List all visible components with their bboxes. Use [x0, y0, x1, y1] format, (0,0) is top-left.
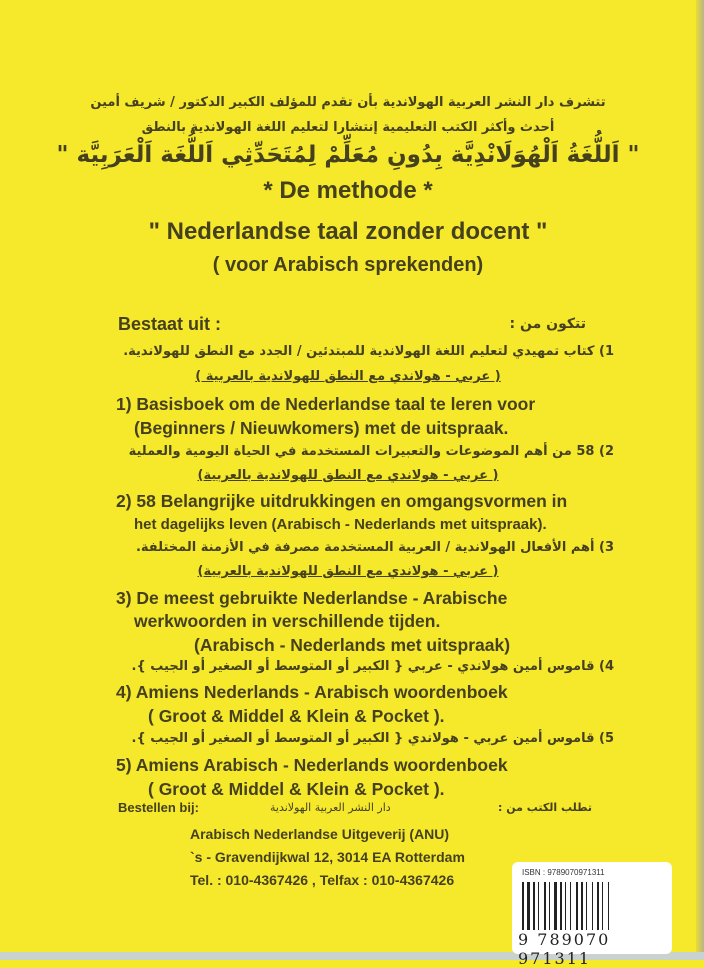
isbn-barcode-sticker [512, 862, 672, 968]
publisher-name: Arabisch Nederlandse Uitgeverij (ANU) [190, 826, 450, 842]
method-heading: * De methode * [263, 177, 433, 204]
barcode-bar [533, 882, 535, 930]
barcode-bar [586, 882, 587, 930]
item-2-nl-line-2: het dagelijks leven (Arabisch - Nederlands met uitspraak). [134, 516, 547, 533]
barcode-bar [522, 882, 524, 930]
intro-line-2: أحدث وأكثر الكتب التعليمية إنتشارا لتعليم اللغة الهولاندية بالنطق [141, 120, 555, 135]
barcode-bar [602, 882, 603, 930]
item-3-nl-line-3: (Arabisch - Nederlands met uitspraak) [194, 635, 511, 655]
barcode-bar [560, 882, 562, 930]
barcode-bar [608, 882, 609, 930]
barcode-bar [551, 882, 553, 930]
publisher-address: `s - Gravendijkwal 12, 3014 EA Rotterdam [190, 849, 465, 865]
order-label-ar: تطلب الكتب من : [497, 801, 592, 814]
barcode-bar [565, 882, 566, 930]
arabic-title: " اَللُّغَةُ اَلْهُوَلَانْدِيَّة بِدُونِ مُعَلِّمْ لِمُتَحَدِّثِي اَللُّغَة اَلْعَرَبِيَّة " [56, 142, 640, 168]
barcode-bar [597, 882, 599, 930]
isbn-number: 9 789070 971311 [518, 930, 611, 968]
barcode-bar [547, 882, 548, 930]
barcode-bar [531, 882, 532, 930]
item-5-nl-line-1: 5) Amiens Arabisch - Nederlands woordenboek [116, 755, 508, 775]
barcode-bar [544, 882, 546, 930]
item-3-ar-note: ( عربي - هولاندي مع النطق للهولاندية بالعربية) [197, 564, 499, 579]
item-4-nl-line-1: 4) Amiens Nederlands - Arabisch woordenboek [116, 682, 508, 702]
intro-line-1: تتشرف دار النشر العربية الهولاندية بأن تقدم للمؤلف الكبير الدكتور / شريف أمين [90, 95, 606, 110]
barcode-bar [584, 882, 585, 930]
isbn-label: ISBN : 9789070971311 [522, 868, 605, 877]
barcode-bar [549, 882, 550, 930]
item-2-nl-line-1: 2) 58 Belangrijke uitdrukkingen en omgangsvormen in [116, 491, 568, 511]
barcode-bar [588, 882, 591, 930]
item-3-nl-line-2: werkwoorden in verschillende tijden. [134, 611, 441, 631]
item-4-ar: 4) قاموس أمين هولاندي - عربي { الكبير أو المتوسط أو الصغير أو الجيب }. [131, 659, 614, 674]
barcode-bar [592, 882, 593, 930]
item-2-ar-note: ( عربي - هولاندي مع النطق للهولاندية بالعربية) [197, 468, 499, 483]
item-2-ar: 2) 58 من أهم الموضوعات والتعبيرات المستخدمة في الحياة اليومية والعملية [128, 444, 614, 459]
barcode-bar [604, 882, 607, 930]
barcode-bar [572, 882, 575, 930]
barcode-bars [522, 882, 662, 930]
contents-label-nl: Bestaat uit : [118, 314, 222, 334]
order-publisher-ar: دار النشر العربية الهولاندية [270, 801, 391, 814]
barcode-bar [579, 882, 580, 930]
barcode-bar [525, 882, 526, 930]
item-3-nl-line-1: 3) De meest gebruikte Nederlandse - Arabische [116, 588, 508, 608]
barcode-bar [540, 882, 543, 930]
item-3-ar: 3) أهم الأفعال الهولاندية / العربية المستخدمة مصرفة في الأزمنة المختلفة. [135, 540, 614, 555]
scan-edge [696, 0, 704, 960]
item-5-nl-line-2: ( Groot & Middel & Klein & Pocket ). [148, 779, 445, 799]
barcode-bar [610, 882, 612, 930]
subtitle: ( voor Arabisch sprekenden) [212, 254, 484, 276]
barcode-bar [558, 882, 559, 930]
barcode-bar [567, 882, 569, 930]
order-label-nl: Bestellen bij: [118, 800, 199, 815]
barcode-bar [538, 882, 539, 930]
item-5-ar: 5) قاموس أمين عربي - هولاندي { الكبير أو المتوسط أو الصغير أو الجيب }. [131, 731, 614, 746]
barcode-bar [563, 882, 564, 930]
barcode-bar [554, 882, 557, 930]
dutch-title: " Nederlandse taal zonder docent " [148, 218, 548, 245]
item-4-nl-line-2: ( Groot & Middel & Klein & Pocket ). [148, 706, 445, 726]
barcode-bar [570, 882, 571, 930]
barcode-bar [527, 882, 530, 930]
barcode-bar [536, 882, 537, 930]
publisher-phone: Tel. : 010-4367426 , Telfax : 010-4367426 [190, 872, 455, 888]
barcode-bar [600, 882, 601, 930]
barcode-bar [581, 882, 583, 930]
item-1-nl-line-1: 1) Basisboek om de Nederlandse taal te leren voor [116, 394, 536, 414]
barcode-bar [576, 882, 578, 930]
barcode-bar [594, 882, 596, 930]
item-1-ar-note: ( عربي - هولاندي مع النطق للهولاندية بالعربية ) [195, 369, 501, 384]
contents-label-ar: تتكون من : [509, 316, 586, 332]
item-1-nl-line-2: (Beginners / Nieuwkomers) met de uitspraak. [134, 418, 509, 438]
item-1-ar: 1) كتاب تمهيدي لتعليم اللغة الهولاندية للمبتدئين / الجدد مع النطق للهولاندية. [123, 344, 614, 359]
